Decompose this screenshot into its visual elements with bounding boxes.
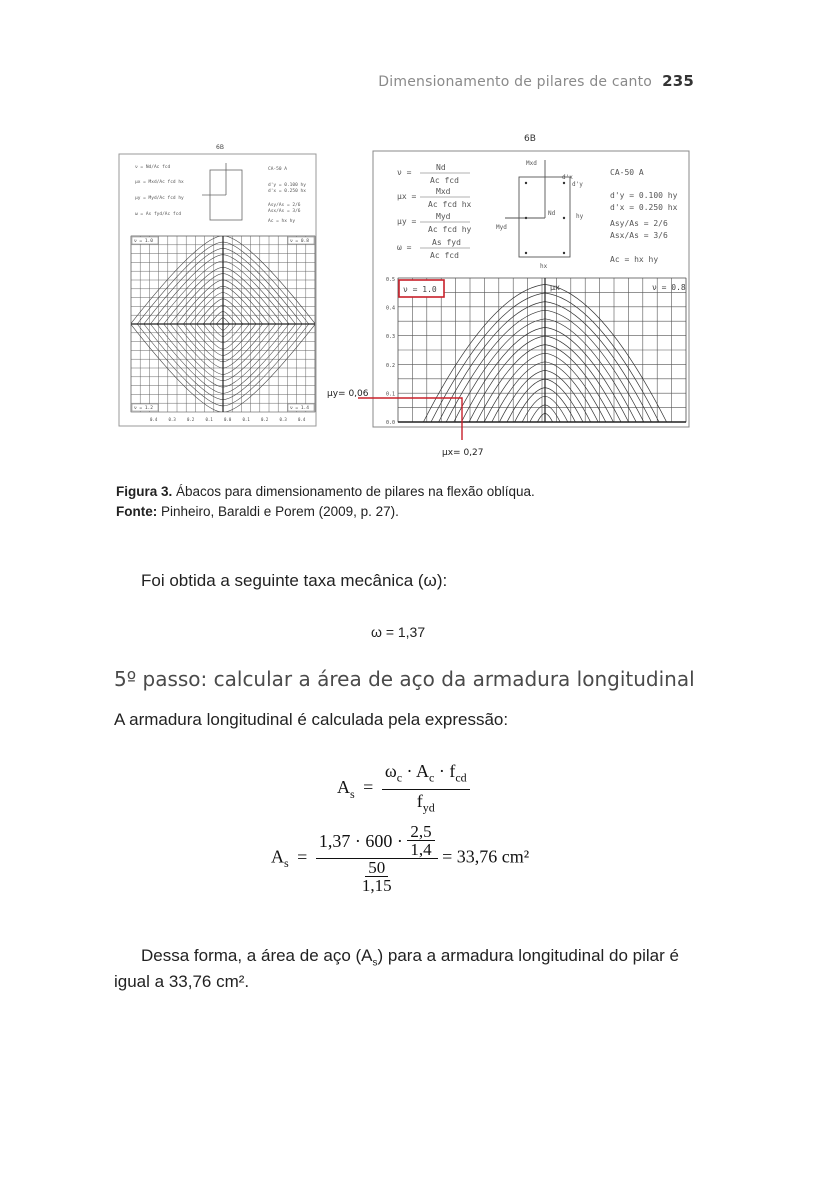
svg-text:Myd: Myd <box>496 224 507 231</box>
source-text: Pinheiro, Baraldi e Porem (2009, p. 27). <box>157 504 399 519</box>
svg-text:d'x = 0.250 hx: d'x = 0.250 hx <box>268 189 306 194</box>
svg-text:μy = Myd/Ac fcd hy: μy = Myd/Ac fcd hy <box>135 196 184 201</box>
svg-text:d'y = 0.100 hy: d'y = 0.100 hy <box>610 191 678 200</box>
svg-text:d'y: d'y <box>572 181 583 188</box>
svg-text:0.4: 0.4 <box>386 305 396 312</box>
svg-text:Mxd: Mxd <box>436 187 451 196</box>
figure-3 <box>0 0 827 470</box>
left-nu-bottom-left: ν = 1.2 <box>134 406 153 411</box>
svg-text:0.1: 0.1 <box>242 417 250 422</box>
formula-steel-area-numeric: $A_s$ = 1,37 · 600 · $\frac{2,5}{1,4}$ $\frac{50}{1,15}$ = 33,76 cm² <box>271 822 530 895</box>
svg-text:0.2: 0.2 <box>261 417 269 422</box>
left-nu-top-right: ν = 0.8 <box>290 239 309 244</box>
section-heading: 5º passo: calcular a área de aço da armadura longitudinal <box>114 667 695 691</box>
page-number: 235 <box>662 72 694 90</box>
svg-text:ω = As fyd/Ac fcd: ω = As fyd/Ac fcd <box>135 212 182 217</box>
svg-text:Asx/As = 3/6: Asx/As = 3/6 <box>268 209 301 214</box>
svg-text:Asy/As = 2/6: Asy/As = 2/6 <box>268 203 301 208</box>
svg-text:0.0: 0.0 <box>224 417 232 422</box>
steel-grade: CA-50 A <box>610 168 644 177</box>
svg-text:6B: 6B <box>216 144 224 151</box>
svg-text:0.4: 0.4 <box>150 417 158 422</box>
svg-text:ω =: ω = <box>397 243 412 252</box>
caption-label: Figura 3. <box>116 484 173 499</box>
paragraph-conclusion-line2: igual a 33,76 cm². <box>114 972 250 991</box>
svg-text:Myd: Myd <box>436 212 451 221</box>
svg-text:0.4: 0.4 <box>298 417 306 422</box>
svg-text:0.3: 0.3 <box>279 417 287 422</box>
running-title: Dimensionamento de pilares de canto <box>378 74 653 90</box>
omega-equation: ω = 1,37 <box>371 624 426 640</box>
svg-text:ν =: ν = <box>397 168 412 177</box>
abacus-charts <box>0 0 827 470</box>
svg-text:μx =: μx = <box>397 192 417 201</box>
paragraph-omega-intro: Foi obtida a seguinte taxa mecânica (ω): <box>141 571 448 590</box>
right-nu-highlight: ν = 1.0 <box>403 285 437 294</box>
svg-text:μy =: μy = <box>397 217 417 226</box>
caption-text: Ábacos para dimensionamento de pilares na flexão oblíqua. <box>172 484 535 499</box>
paragraph-conclusion-line1: Dessa forma, a área de aço $(A_s)$ para a armadura longitudinal do pilar é <box>141 946 679 969</box>
svg-text:Ac = hx hy: Ac = hx hy <box>610 255 659 264</box>
mu-y-annotation: μy= 0,06 <box>327 389 369 399</box>
mu-x-axis-label: μx <box>550 283 560 292</box>
svg-text:d'y = 0.100 hy: d'y = 0.100 hy <box>268 183 306 188</box>
svg-text:0.3: 0.3 <box>168 417 176 422</box>
svg-text:Asy/As = 2/6: Asy/As = 2/6 <box>610 219 668 228</box>
svg-text:hx: hx <box>540 263 548 270</box>
svg-text:As fyd: As fyd <box>432 238 461 247</box>
right-nu-right: ν = 0.8 <box>652 283 686 292</box>
left-nu-bottom-right: ν = 1.4 <box>290 406 309 411</box>
source-label: Fonte: <box>116 504 158 519</box>
svg-text:Ac fcd hx: Ac fcd hx <box>428 200 472 209</box>
svg-text:Nd: Nd <box>548 210 556 217</box>
left-nu-top-left: ν = 1.0 <box>134 239 153 244</box>
svg-text:Ac fcd: Ac fcd <box>430 176 459 185</box>
mu-x-annotation: μx= 0,27 <box>442 448 484 458</box>
svg-text:0.0: 0.0 <box>386 420 396 426</box>
svg-text:Nd: Nd <box>436 163 446 172</box>
svg-text:Ac = hx hy: Ac = hx hy <box>268 219 296 224</box>
svg-text:0.1: 0.1 <box>386 391 396 398</box>
svg-text:Ac fcd hy: Ac fcd hy <box>428 225 472 234</box>
svg-text:Asx/As = 3/6: Asx/As = 3/6 <box>610 231 668 240</box>
right-chart-label: 6B <box>524 134 536 144</box>
svg-text:Ac fcd: Ac fcd <box>430 251 459 260</box>
svg-text:d'x = 0.250 hx: d'x = 0.250 hx <box>610 203 678 212</box>
svg-text:0.3: 0.3 <box>386 334 396 341</box>
svg-text:0.5: 0.5 <box>386 277 396 283</box>
svg-text:ν = Nd/Ac fcd: ν = Nd/Ac fcd <box>135 165 171 170</box>
svg-text:0.2: 0.2 <box>386 362 396 369</box>
figure-caption <box>116 482 535 522</box>
svg-text:hy: hy <box>576 213 584 220</box>
svg-text:Mxd: Mxd <box>526 160 537 167</box>
svg-text:CA-50 A: CA-50 A <box>268 167 287 172</box>
formula-steel-area: $A_s$ = $\frac{\omega_c \cdot A_c \cdot f_{cd}}{f_{yd}}$ <box>337 760 470 818</box>
svg-text:μx = Mxd/Ac fcd hx: μx = Mxd/Ac fcd hx <box>135 180 184 185</box>
paragraph-formula-intro: A armadura longitudinal é calculada pela expressão: <box>114 710 509 729</box>
svg-text:0.1: 0.1 <box>205 417 213 422</box>
svg-text:0.2: 0.2 <box>187 417 195 422</box>
svg-text:d'x: d'x <box>562 174 573 181</box>
